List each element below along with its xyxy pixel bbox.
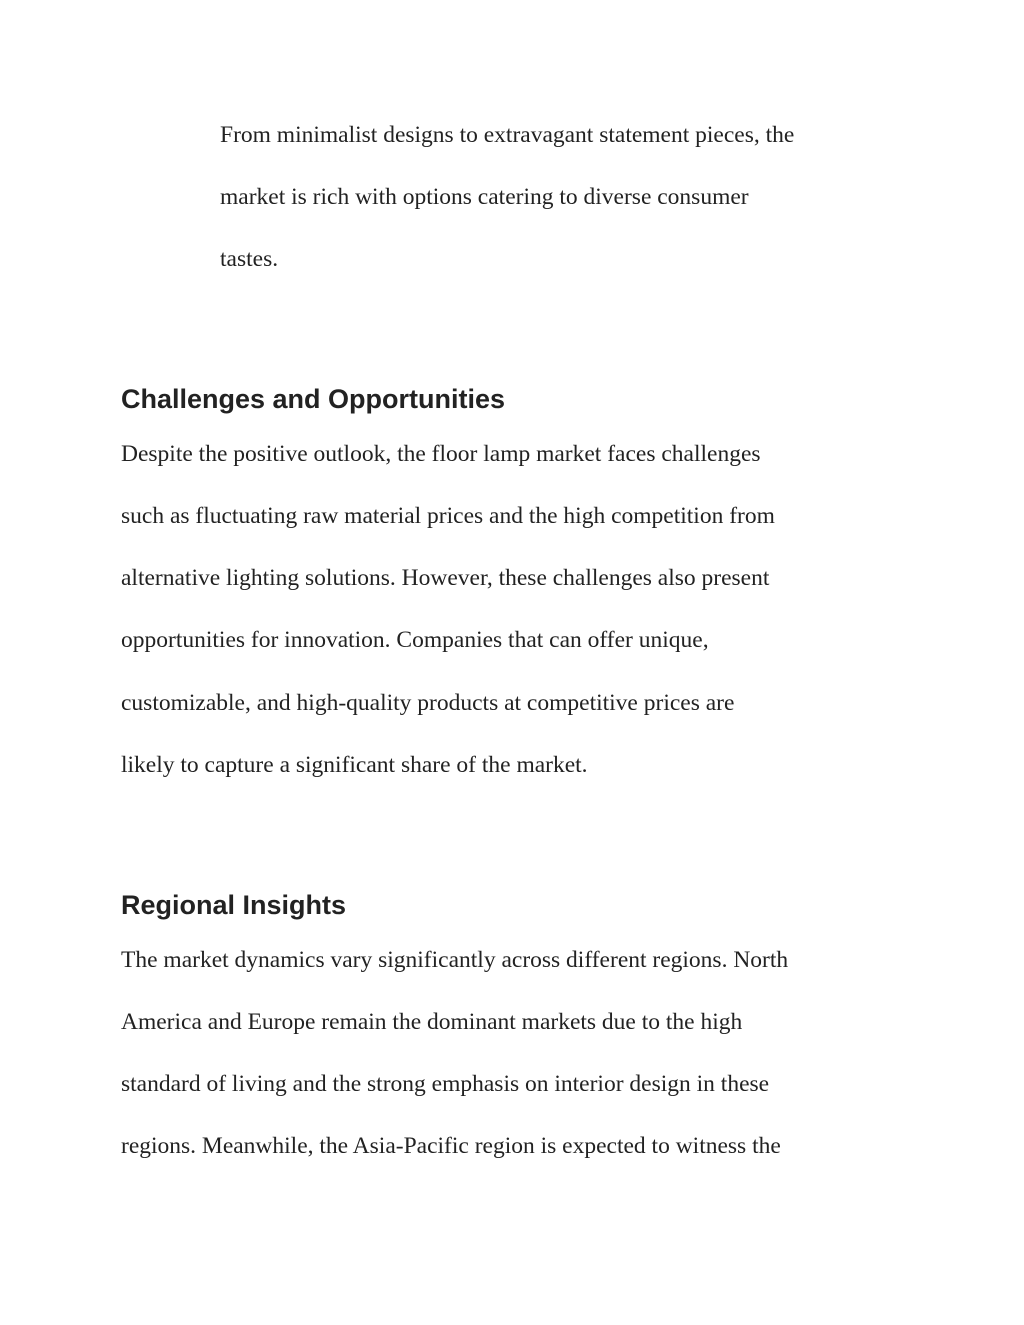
text-line: alternative lighting solutions. However, these challenges also present <box>121 565 770 591</box>
text-line: market is rich with options catering to diverse consumer <box>220 184 749 210</box>
text-line: standard of living and the strong emphasis on interior design in these <box>121 1071 770 1097</box>
section-heading-challenges: Challenges and Opportunities <box>121 384 506 414</box>
text-line: The market dynamics vary significantly across different regions. North <box>121 947 789 973</box>
text-line: regions. Meanwhile, the Asia-Pacific region is expected to witness the <box>121 1133 781 1159</box>
text-line: From minimalist designs to extravagant statement pieces, the <box>220 122 795 148</box>
text-line: tastes. <box>220 246 279 272</box>
text-line: customizable, and high-quality products at competitive prices are <box>121 690 735 716</box>
text-line: such as fluctuating raw material prices and the high competition from <box>121 503 775 529</box>
text-line: likely to capture a significant share of the market. <box>121 752 588 778</box>
text-line: opportunities for innovation. Companies that can offer unique, <box>121 627 709 653</box>
section-heading-regional: Regional Insights <box>121 890 347 920</box>
text-line: Despite the positive outlook, the floor lamp market faces challenges <box>121 441 761 467</box>
text-line: America and Europe remain the dominant markets due to the high <box>121 1009 743 1035</box>
